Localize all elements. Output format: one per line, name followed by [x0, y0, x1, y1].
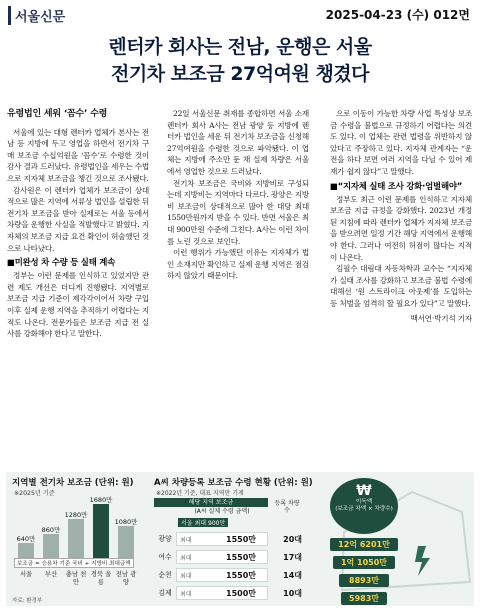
- bar-value-label: 640만: [16, 534, 36, 543]
- infographic: [6, 472, 474, 606]
- table-header-count: 등록 차량수: [274, 500, 300, 514]
- bar-category-label: 충남 천안: [65, 570, 87, 586]
- bar-value-label: 860만: [41, 526, 61, 535]
- table-region: 여수: [158, 553, 172, 561]
- bar-value-label: 1680만: [89, 496, 113, 505]
- paragraph: 서울에 있는 대형 렌터카 업체가 본사는 전남 등 지방에 두고 영업을 하면서 전기차 구매 보조금 수십억원을 ‘꼼수’로 수령한 것이 감사 결과 드러났다. 유령법인을 세우는 수법으로 지자체 보조금을 챙긴 것으로 조사됐다.: [7, 127, 149, 183]
- gain-value: [341, 592, 387, 605]
- headline-line-2: 전기차 보조금 27억여원 챙겼다: [110, 63, 370, 85]
- bar-value-label: 1080만: [114, 518, 138, 527]
- bar-chart-panel: [6, 472, 146, 606]
- masthead: [0, 0, 480, 30]
- byline: 백서연·박기석 기자: [410, 313, 472, 323]
- paragraph: 김필수 대림대 자동차학과 교수는 “지자체가 실태 조사를 강화하고 보조금 불법 수령에 대해선 ‘원 스트라이크 아웃제’를 도입하는 등 처벌을 엄격히 할 필요가 있다”고 말했다.: [330, 264, 472, 308]
- seoul-limit-label: 서울 최대 900만: [178, 518, 228, 527]
- paragraph: 으로 이동이 가능한 차량 사업 특성상 보조금 수령을 불법으로 규정하기 어렵다는 의견도 있다. 이 업체는 관련 법령을 위반하지 않았다고 주장하고 있다. 지자체 관계자는 “운전을 하다 보면 여러 지역을 다닐 수 있어 제재가 쉽지 않다”고 말했다.: [330, 109, 472, 176]
- issue-date: 2025-04-23 (수) 012면: [325, 8, 470, 22]
- paragraph: 이런 행위가 가능했던 이유는 지자체가 법인 소재지만 확인하고 실제 운행 지역은 점검하지 않았기 때문이다.: [167, 248, 309, 281]
- article-column-2: [167, 108, 309, 282]
- gain-value: [333, 556, 395, 569]
- table-limit-label: 최대: [180, 555, 192, 562]
- bar-category-label: 전남 광양: [115, 570, 137, 586]
- bar-category-label: 서울: [19, 570, 33, 578]
- table-limit-amount: 1550만: [226, 571, 256, 580]
- table-limit-amount: 1500만: [226, 589, 256, 598]
- article-column-1: [7, 108, 149, 340]
- gain-value: [330, 538, 398, 551]
- article-subtitle: 유령법인 세워 ‘꼼수’ 수령: [7, 109, 108, 119]
- gain-label: 이득액: [355, 499, 373, 505]
- bar-category-label: 경북 울릉: [90, 570, 112, 586]
- bar-category-label: 부산: [44, 570, 58, 578]
- paragraph: 정부는 이런 문제를 인식하고 있었지만 관련 제도 개선은 더디게 진행됐다. 지역별로 보조금 지급 기준이 제각각이어서 차량 구입 이후 실제 운행 지역을 추적하기 어렵다는 지적도 나온다. 전문가들은 보조금 지급 전 실사를 강화해야 한다고 말한다.: [7, 271, 149, 339]
- gain-value: [339, 574, 389, 587]
- bar-value-label: 1280만: [64, 511, 88, 520]
- table-limit-amount: 1550만: [226, 553, 256, 562]
- table-vehicle-count: 14대: [283, 571, 302, 580]
- gain-panel: [322, 472, 474, 606]
- bar-chart-note: ※2025년 기준: [14, 490, 55, 497]
- table-header-region: 해당 지역 보조금: [154, 498, 268, 507]
- bar-chart-source: 자료: 환경부: [12, 598, 43, 604]
- table-limit-label: 최대: [180, 537, 192, 544]
- table-region: 김제: [158, 589, 172, 597]
- table-region: 순천: [158, 571, 172, 579]
- paragraph: 전기차 보조금은 국비와 지방비로 구성되는데 지방비는 지역마다 다르다. 광양은 지방비 보조금이 상대적으로 많아 한 대당 최대 1550만원까지 받을 수 있다. 반면 서울은 최대 900만원 수준에 그친다. A사는 이런 차이를 노린 것으로 보인다.: [167, 178, 309, 246]
- table-region: 광양: [158, 535, 172, 543]
- gain-formula: (보조금 차액 × 차량수): [335, 506, 393, 512]
- table-vehicle-count: 10대: [283, 589, 302, 598]
- bar-chart-title: 지역별 전기차 보조금 (단위: 원): [12, 478, 134, 488]
- table-vehicle-count: 20대: [283, 535, 302, 544]
- headline: [0, 34, 480, 88]
- paragraph: 22일 서울신문 취재를 종합하면 서울 소재 렌터카 회사 A사는 전남 광양 등 지방에 렌터카 법인을 세운 뒤 전기차 보조금을 신청해 27억여원을 수령한 것으로 파악됐다. 이 업체는 지방에 주소만 둔 채 실제 차량은 서울에서 영업한 것으로 드러났다.: [167, 109, 309, 176]
- table-header-limit: (A씨 실제 수령 금액): [194, 508, 250, 515]
- table-vehicle-count: 17대: [283, 553, 302, 562]
- gain-value-text: 8893만: [349, 576, 379, 585]
- table-limit-amount: 1550만: [226, 535, 256, 544]
- table-limit-label: 최대: [180, 591, 192, 598]
- table-limit-label: 최대: [180, 573, 192, 580]
- article-column-3: [330, 108, 472, 324]
- gain-value-text: 1억 1050만: [340, 558, 388, 567]
- section-subhead: ■“지자체 실태 조사 강화·엄벌해야”: [330, 180, 463, 191]
- newspaper-logo[interactable]: 서울신문: [8, 6, 65, 25]
- subsidy-table-panel: [152, 472, 322, 606]
- paragraph: 정부도 최근 이런 문제를 인식하고 지자체 보조금 지급 규정을 강화했다. 2023년 개정된 지침에 따라 렌터카 업체가 지자체 보조금을 받으려면 일정 기간 해당 지역에서 운행해야 한다. 그러나 여전히 허점이 많다는 지적이 나온다.: [330, 194, 472, 262]
- bar-chart-legend: 보조금 = 승용차 기준 국비 + 지방비 최대금액: [14, 558, 134, 568]
- table-title: A씨 차량등록 보조금 수령 현황 (단위: 원): [154, 478, 313, 488]
- won-icon: ₩: [356, 483, 372, 499]
- bar: [93, 504, 109, 566]
- paragraph: 감사원은 이 렌터카 업체가 보조금이 상대적으로 많은 지역에 서류상 법인을 설립한 뒤 전기차 보조금을 받아 실제로는 서울 등에서 차량을 운행한 사실을 적발했다고 밝혔다. 지자체의 보조금 지급 요건 확인이 허술했던 것으로 나타났다.: [7, 185, 149, 253]
- gain-value-text: 5983만: [349, 594, 379, 603]
- gain-coin: [330, 478, 398, 534]
- table-note: ※2022년 기준, 대표 지역만 기재: [156, 490, 244, 497]
- headline-line-1: 렌터카 회사는 전남, 운행은 서울: [108, 36, 372, 58]
- section-subhead: ■미완성 차 수량 등 실태 계속: [7, 257, 116, 268]
- gain-value-text: 12억 6201만: [338, 540, 390, 549]
